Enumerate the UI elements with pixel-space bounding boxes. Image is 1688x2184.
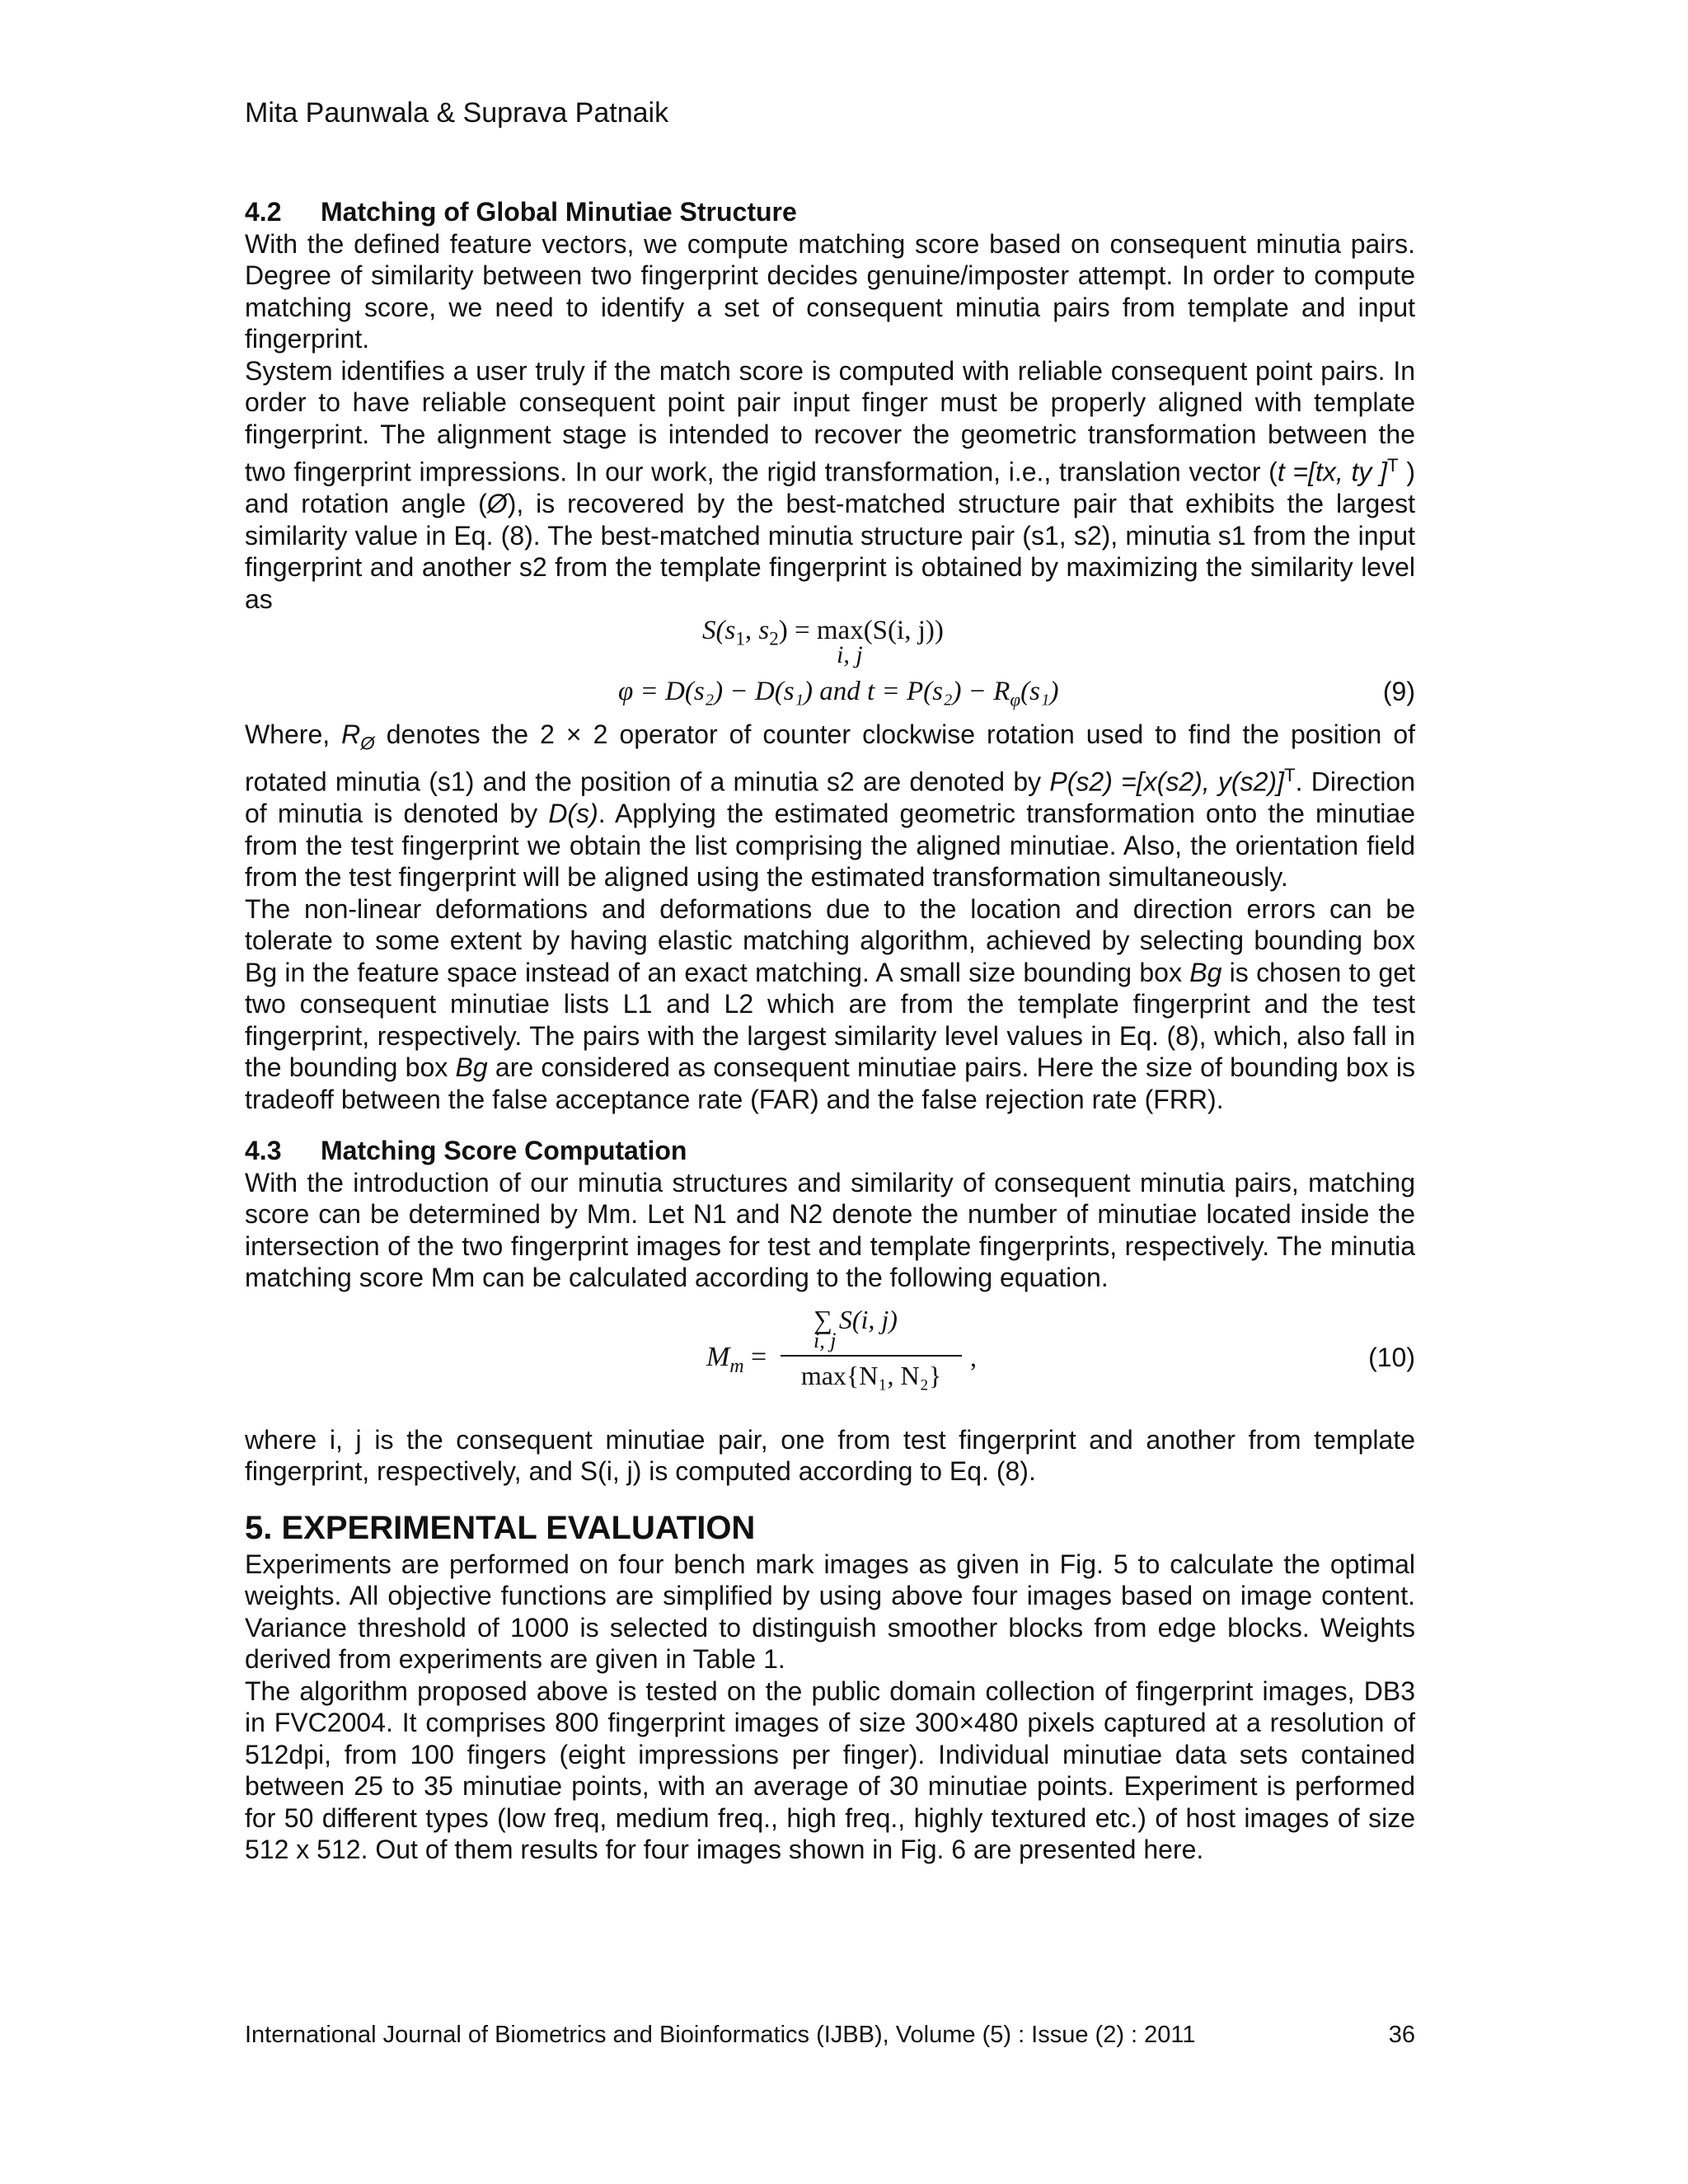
- journal-citation: International Journal of Biometrics and Bioinformatics (IJBB), Volume (5) : Issue (2) : 2011: [245, 2022, 1196, 2048]
- translation-vector: [1278, 457, 1387, 487]
- paragraph: With the defined feature vectors, we compute matching score based on consequent minutia pairs. Degree of similarity between two fingerprint decides genuine/imposter attempt. In order to compute matching score, we need to identify a set of consequent minutia pairs from template and input fingerprint.: [245, 228, 1415, 354]
- eq-subscript: φ: [1010, 688, 1021, 710]
- running-header: Mita Paunwala & Suprava Patnaik: [245, 97, 669, 129]
- equation-10: [245, 1294, 1415, 1424]
- eq-subscript: i, j: [837, 641, 863, 669]
- page-footer: [245, 2022, 1415, 2049]
- section-5-heading: 5. EXPERIMENTAL EVALUATION: [245, 1509, 756, 1546]
- paragraph: [245, 893, 1415, 1116]
- equation-number: (9): [1382, 677, 1415, 707]
- eq-subscript: i, j: [814, 1328, 837, 1352]
- section-title: Matching Score Computation: [321, 1136, 687, 1166]
- eq-subscript: m: [729, 1355, 744, 1377]
- text-run: . Applying the estimated geometric transformation onto the minutiae from the test fingerprint we obtain the list comprising the aligned minutiae. Also, the orientation field from the test fingerprint will be aligned using the estimated transformation simultaneously.: [245, 799, 1416, 893]
- position-expr: P(s2) =[x(s2), y(s2)]: [1049, 766, 1284, 797]
- eq-text: S(s: [702, 616, 736, 646]
- text-run: denotes the 2 × 2 operator of counter clockwise rotation used to find the position of rotated minutia (s1) and the position of a minutia s2 are denoted by: [245, 719, 1416, 797]
- text-run: ), is recovered by the best-matched structure pair that exhibits the largest similarity value in Eq. (8). The best-matched minutia structure pair (s1, s2), minutia s1 from the input fingerprint and another s2 from the template fingerprint is obtained by maximizing the similarity level as: [245, 489, 1416, 614]
- equation-max-similarity: $S(s_1$, $s_2) = \max(S(i$, j)) i, j: [702, 616, 944, 669]
- text-run: The non-linear deformations and deformations due to the location and direction errors can be tolerate to some extent by having elastic matching algorithm, achieved by selecting bounding box Bg in the feature space instead of an exact matching. A small size bounding box: [245, 893, 1415, 987]
- eq-text: φ = D(s₂) − D(s₁) and t = P(s₂) − R: [618, 677, 1010, 707]
- text-run: . Direction of minutia is denoted by: [245, 766, 1416, 829]
- page-body: [245, 196, 1415, 1866]
- eq-text: =: [751, 1341, 767, 1372]
- paragraph: With the introduction of our minutia structures and similarity of consequent minutia pairs, matching score can be determined by Mm. Let N1 and N2 denote the number of minutiae located inside the intersection of the two fingerprint images for test and template fingerprints, respectively. The minutia matching score Mm can be calculated according to the following equation.: [245, 1167, 1415, 1293]
- paragraph: where i, j is the consequent minutiae pair, one from test fingerprint and another from template fingerprint, respectively, and S(i, j) is computed according to Eq. (8).: [245, 1424, 1415, 1487]
- eq-text: ∑ S(i, j): [814, 1304, 898, 1334]
- section-number: 4.3: [245, 1136, 282, 1166]
- eq-text: ) = max(S(i, j)): [778, 616, 944, 646]
- section-4-2-heading: [245, 196, 1415, 228]
- page-number: 36: [1388, 2022, 1415, 2048]
- equation-9: [245, 676, 1415, 719]
- equation-number: (10): [1368, 1342, 1415, 1372]
- text-run: t =[tx, ty ]: [1277, 457, 1387, 487]
- bounding-box-symbol: Bg: [455, 1052, 488, 1083]
- eq-text: (s₁): [1020, 677, 1059, 707]
- section-4-3-heading: [245, 1135, 1415, 1167]
- paragraph: [245, 719, 1415, 893]
- text-run: is chosen to get two consequent minutiae lists L1 and L2 which are from the template fingerprint and the test fingerprint, respectively. The pairs with the largest similarity level values in Eq. (8), which, also fall in the bounding box: [245, 957, 1416, 1083]
- superscript: T: [1283, 765, 1296, 786]
- fraction: [781, 1304, 962, 1392]
- subscript: Ø: [360, 733, 375, 754]
- bounding-box-symbol: Bg: [1189, 957, 1222, 987]
- eq-text: M: [706, 1341, 730, 1372]
- paragraph: The algorithm proposed above is tested on the public domain collection of fingerprint images, DB3 in FVC2004. It comprises 800 fingerprint images of size 300×480 pixels captured at a resolution of 512dpi, from 100 fingers (eight impressions per finger). Individual minutiae data sets contained between 25 to 35 minutiae points, with an average of 30 minutiae points. Experiment is performed for 50 different types (low freq, medium freq., high freq., highly textured etc.) of host images of size 512 x 512. Out of them results for four images shown in Fig. 6 are presented here.: [245, 1675, 1415, 1865]
- section-title: Matching of Global Minutiae Structure: [321, 197, 797, 227]
- text-run: Where,: [245, 719, 342, 750]
- direction-expr: D(s): [548, 799, 598, 829]
- paragraph: Experiments are performed on four bench mark images as given in Fig. 5 to calculate the optimal weights. All objective functions are simplified by using above four images based on image content. Variance threshold of 1000 is selected to distinguish smoother blocks from edge blocks. Weights derived from experiments are given in Table 1.: [245, 1549, 1415, 1675]
- text-run: System identifies a user truly if the match score is computed with reliable consequent point pairs. In order to have reliable consequent point pair input finger must be properly aligned with template fingerprint. The alignment stage is intended to recover the geometric transformation between the two fingerprint impressions. In our work, the rigid transformation, i.e., translation vector (: [245, 355, 1415, 487]
- superscript: T: [1386, 455, 1399, 476]
- text-run: ) and rotation angle (: [245, 457, 1416, 519]
- paragraph: [245, 355, 1415, 616]
- eq-text: max{N₁, N₂}: [800, 1360, 942, 1390]
- rotation-symbol: Ø: [486, 489, 508, 519]
- text-run: are considered as consequent minutiae pairs. Here the size of bounding box is tradeoff between the false acceptance rate (FAR) and the false rejection rate (FRR).: [245, 1052, 1415, 1114]
- rotation-operator: R: [341, 719, 361, 750]
- section-number: 4.2: [245, 197, 282, 227]
- eq-comma: ,: [970, 1342, 977, 1372]
